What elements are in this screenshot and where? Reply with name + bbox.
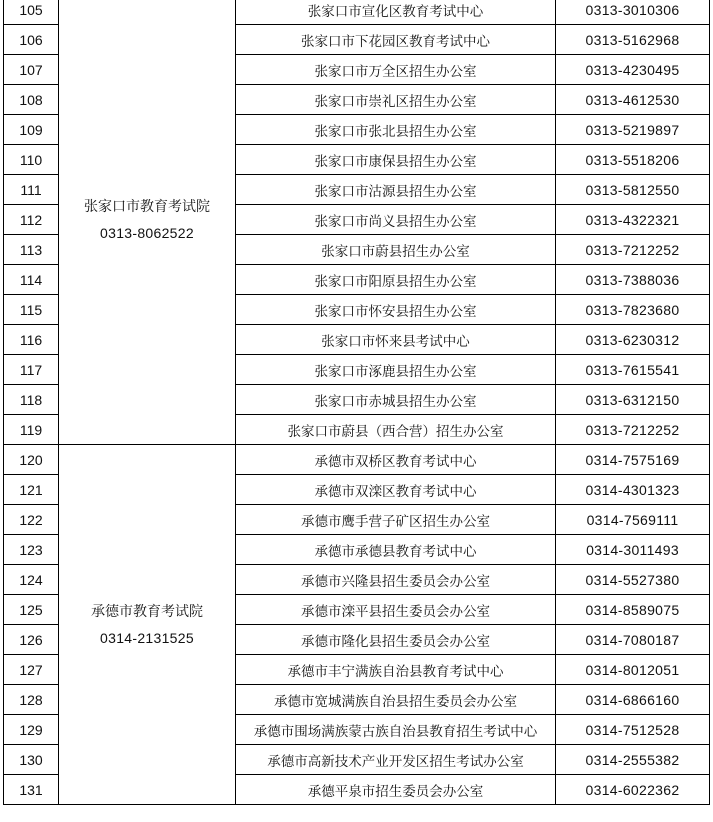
office-name: 张家口市万全区招生办公室 <box>236 55 556 85</box>
department-name: 承德市教育考试院 <box>91 603 203 620</box>
table-body <box>4 0 710 805</box>
office-phone: 0313-7212252 <box>556 235 710 265</box>
department-cell <box>59 445 236 805</box>
row-number: 111 <box>4 175 59 205</box>
office-name: 张家口市张北县招生办公室 <box>236 115 556 145</box>
row-number: 116 <box>4 325 59 355</box>
office-phone: 0314-6022362 <box>556 775 710 805</box>
office-phone: 0313-3010306 <box>556 0 710 25</box>
office-name: 承德市丰宁满族自治县教育考试中心 <box>236 655 556 685</box>
row-number: 106 <box>4 25 59 55</box>
office-name: 张家口市沽源县招生办公室 <box>236 175 556 205</box>
office-name: 承德市滦平县招生委员会办公室 <box>236 595 556 625</box>
office-name: 张家口市康保县招生办公室 <box>236 145 556 175</box>
office-name: 张家口市赤城县招生办公室 <box>236 385 556 415</box>
row-number: 121 <box>4 475 59 505</box>
office-name: 张家口市下花园区教育考试中心 <box>236 25 556 55</box>
office-phone: 0314-4301323 <box>556 475 710 505</box>
office-name: 张家口市怀安县招生办公室 <box>236 295 556 325</box>
office-name: 张家口市尚义县招生办公室 <box>236 205 556 235</box>
office-phone: 0314-5527380 <box>556 565 710 595</box>
row-number: 105 <box>4 0 59 25</box>
office-phone: 0313-5812550 <box>556 175 710 205</box>
table-row <box>4 0 710 25</box>
office-phone: 0314-7512528 <box>556 715 710 745</box>
row-number: 115 <box>4 295 59 325</box>
office-phone: 0314-6866160 <box>556 685 710 715</box>
row-number: 123 <box>4 535 59 565</box>
department-phone: 0314-2131525 <box>100 629 194 646</box>
office-phone: 0314-7569111 <box>556 505 710 535</box>
office-name: 承德市宽城满族自治县招生委员会办公室 <box>236 685 556 715</box>
row-number: 108 <box>4 85 59 115</box>
row-number: 110 <box>4 145 59 175</box>
office-phone: 0314-7575169 <box>556 445 710 475</box>
office-phone: 0314-8012051 <box>556 655 710 685</box>
row-number: 113 <box>4 235 59 265</box>
row-number: 128 <box>4 685 59 715</box>
row-number: 125 <box>4 595 59 625</box>
office-name: 张家口市宣化区教育考试中心 <box>236 0 556 25</box>
office-phone: 0313-6230312 <box>556 325 710 355</box>
office-phone: 0313-4322321 <box>556 205 710 235</box>
office-phone: 0314-8589075 <box>556 595 710 625</box>
office-name: 张家口市阳原县招生办公室 <box>236 265 556 295</box>
row-number: 107 <box>4 55 59 85</box>
office-phone: 0313-6312150 <box>556 385 710 415</box>
office-phone: 0314-7080187 <box>556 625 710 655</box>
office-name: 张家口市怀来县考试中心 <box>236 325 556 355</box>
office-name: 承德市兴隆县招生委员会办公室 <box>236 565 556 595</box>
row-number: 120 <box>4 445 59 475</box>
row-number: 117 <box>4 355 59 385</box>
row-number: 114 <box>4 265 59 295</box>
row-number: 122 <box>4 505 59 535</box>
row-number: 126 <box>4 625 59 655</box>
office-phone: 0314-2555382 <box>556 745 710 775</box>
table-row <box>4 445 710 475</box>
department-cell <box>59 0 236 445</box>
department-name: 张家口市教育考试院 <box>84 198 210 215</box>
row-number: 127 <box>4 655 59 685</box>
row-number: 131 <box>4 775 59 805</box>
office-phone: 0313-5518206 <box>556 145 710 175</box>
office-name: 承德市高新技术产业开发区招生考试办公室 <box>236 745 556 775</box>
office-phone: 0313-4612530 <box>556 85 710 115</box>
office-phone: 0313-5162968 <box>556 25 710 55</box>
office-name: 张家口市涿鹿县招生办公室 <box>236 355 556 385</box>
row-number: 130 <box>4 745 59 775</box>
office-name: 承德市隆化县招生委员会办公室 <box>236 625 556 655</box>
office-phone: 0313-7823680 <box>556 295 710 325</box>
row-number: 124 <box>4 565 59 595</box>
office-name: 张家口市蔚县（西合营）招生办公室 <box>236 415 556 445</box>
office-name: 张家口市蔚县招生办公室 <box>236 235 556 265</box>
row-number: 109 <box>4 115 59 145</box>
office-phone: 0313-5219897 <box>556 115 710 145</box>
office-name: 承德市双桥区教育考试中心 <box>236 445 556 475</box>
office-name: 张家口市崇礼区招生办公室 <box>236 85 556 115</box>
office-phone: 0313-7388036 <box>556 265 710 295</box>
row-number: 129 <box>4 715 59 745</box>
office-name: 承德平泉市招生委员会办公室 <box>236 775 556 805</box>
office-name: 承德市双滦区教育考试中心 <box>236 475 556 505</box>
office-phone: 0313-4230495 <box>556 55 710 85</box>
contacts-table <box>3 0 710 805</box>
office-name: 承德市承德县教育考试中心 <box>236 535 556 565</box>
department-phone: 0313-8062522 <box>100 224 194 241</box>
row-number: 118 <box>4 385 59 415</box>
office-phone: 0313-7615541 <box>556 355 710 385</box>
row-number: 119 <box>4 415 59 445</box>
office-phone: 0313-7212252 <box>556 415 710 445</box>
office-phone: 0314-3011493 <box>556 535 710 565</box>
row-number: 112 <box>4 205 59 235</box>
office-name: 承德市鹰手营子矿区招生办公室 <box>236 505 556 535</box>
office-name: 承德市围场满族蒙古族自治县教育招生考试中心 <box>236 715 556 745</box>
